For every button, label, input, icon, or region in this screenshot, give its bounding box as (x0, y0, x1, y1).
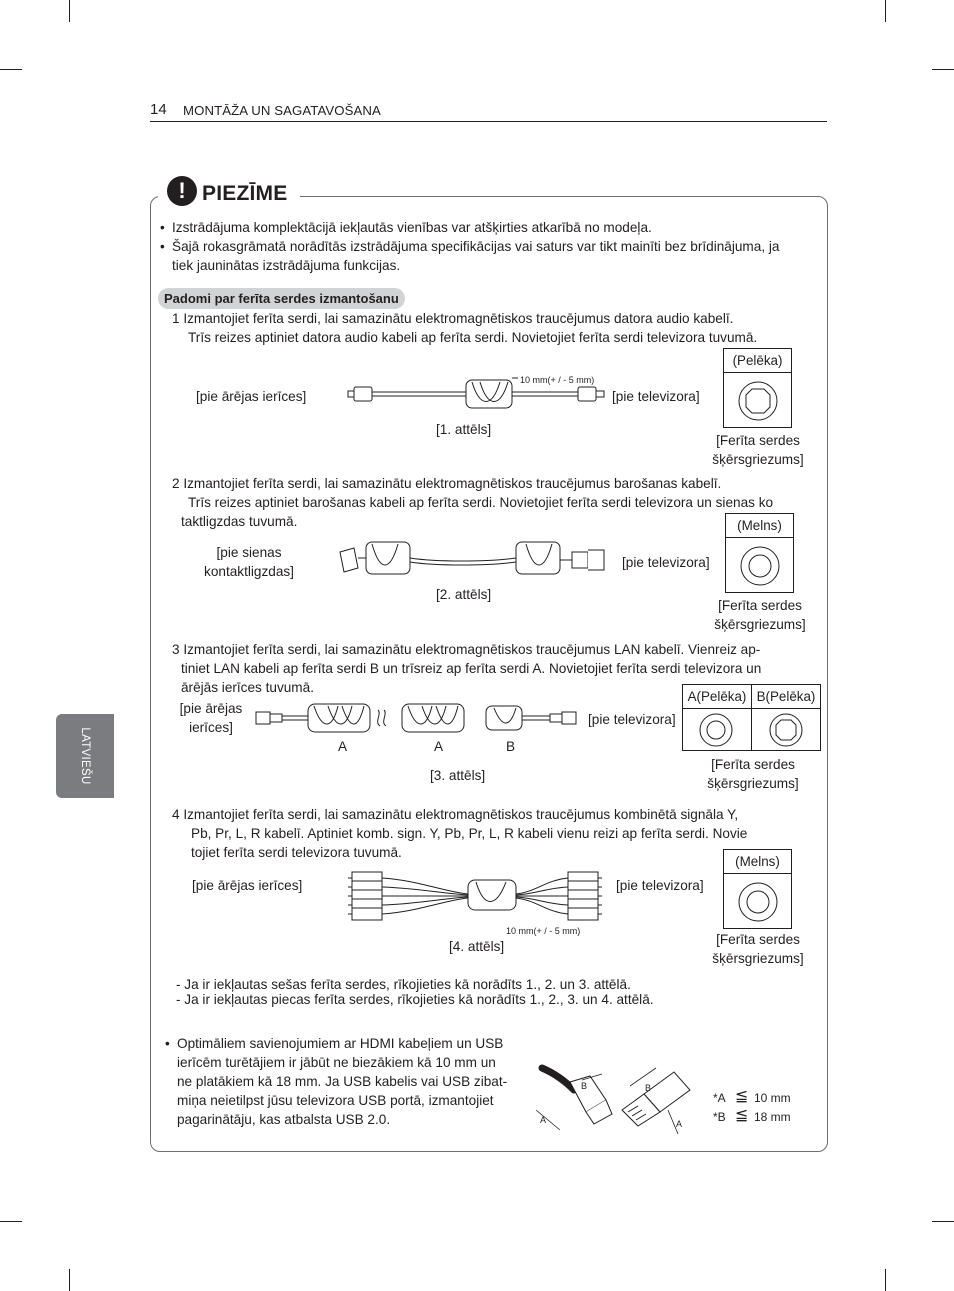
crop-mark (932, 1221, 954, 1222)
usb-dim-b-label: B (645, 1083, 652, 1093)
hdmi-usb-line: pagarinātāju, kas atbalsta USB 2.0. (177, 1112, 391, 1127)
black-core-cross-section-icon (740, 546, 780, 586)
item-3-line: tiniet LAN kabeli ap ferīta serdi B un trīsreiz ap ferīta serdi A. Novietojiet ferīta serdi televizora un (181, 661, 762, 676)
item-1-right-label: [pie televizora] (612, 389, 700, 404)
remark-line: - Ja ir iekļautas piecas ferīta serdes, rīkojieties kā norādīts 1., 2., 3. un 4. attēlā. (176, 992, 654, 1007)
usb-stick-illustration (618, 1064, 694, 1136)
item-3-core-caption: šķērsgriezums] (707, 776, 799, 791)
remark-line: - Ja ir iekļautas sešas ferīta serdes, rīkojieties kā norādīts 1., 2. un 3. attēlā. (176, 977, 631, 992)
crop-mark (69, 1269, 70, 1291)
item-1-measure: 10 mm(+ / - 5 mm) (520, 375, 595, 385)
audio-cable-illustration (340, 374, 610, 414)
item-2-line: 2 Izmantojiet ferīta serdi, lai samazinātu elektromagnētiskos traucējumus barošanas kabelī. (172, 476, 722, 491)
black-core-cross-section-icon (738, 882, 778, 922)
gray-core-a-cross-section-icon (699, 713, 733, 747)
item-3-core-section (682, 684, 821, 751)
limit-a-value: 10 mm (754, 1091, 791, 1105)
item-3-left-label: [pie ārējas (179, 701, 243, 716)
item-3-line: ārējās ierīces tuvumā. (181, 680, 314, 695)
item-2-line: taktligzdas tuvumā. (181, 514, 298, 529)
item-2-line: Trīs reizes aptiniet barošanas kabeli ap ferīta serdi. Novietojiet ferīta serdi televizora un sienas ko (188, 495, 774, 510)
lan-cable-illustration (254, 700, 584, 736)
item-4-core-color: (Melns) (724, 850, 791, 874)
crop-mark (69, 0, 70, 22)
item-3-core-label-a: A (338, 739, 348, 754)
crop-mark (885, 0, 886, 22)
item-4-line: tojiet ferīta serdi televizora tuvumā. (191, 845, 402, 860)
note-bullet: • Izstrādājuma komplektācijā iekļautās vienības var atšķirties atkarībā no modeļa. (172, 218, 652, 237)
item-2-core-color: (Melns) (726, 514, 793, 538)
item-2-core-section (725, 513, 794, 593)
hdmi-usb-line: ne platākiem kā 18 mm. Ja USB kabelis vai USB zibat- (177, 1074, 508, 1089)
note-title: PIEZĪME (202, 182, 288, 205)
hdmi-usb-line: • Optimāliem savienojumiem ar HDMI kabeļiem un USB (177, 1034, 503, 1053)
core-divider (751, 685, 752, 751)
hdmi-dim-b-label: B (581, 1081, 588, 1091)
component-cable-illustration (346, 868, 604, 924)
item-1-line: 1 Izmantojiet ferīta serdi, lai samazinātu elektromagnētiskos traucējumus datora audio kabelī. (172, 311, 734, 326)
hdmi-usb-line: ierīcēm turētājiem ir jābūt ne biezākiem kā 10 mm un (177, 1055, 496, 1070)
item-4-measure: 10 mm(+ / - 5 mm) (506, 926, 581, 936)
item-2-left-label: kontaktligzdas] (204, 564, 294, 579)
less-or-equal-icon: ≦ (735, 1088, 749, 1105)
item-3-core-label-b: B (506, 739, 516, 754)
item-1-core-caption: [Ferīta serdes (716, 433, 800, 448)
exclamation-icon: ! (167, 176, 197, 206)
section-title: MONTĀŽA UN SAGATAVOŠANA (183, 103, 381, 118)
tips-label: Padomi par ferīta serdes izmantošanu (158, 288, 405, 309)
item-4-line: Pb, Pr, L, R kabelī. Aptiniet komb. sign. Y, Pb, Pr, L, R kabeli vienu reizi ap ferīta serdi. Novie (191, 826, 748, 841)
limit-a-label: *A (713, 1091, 726, 1105)
crop-mark (0, 69, 22, 70)
power-cable-illustration (336, 538, 611, 582)
item-4-line: 4 Izmantojiet ferīta serdi, lai samazinātu elektromagnētiskos traucējumus kombinētā signāla Y, (172, 807, 739, 822)
item-3-left-label: ierīces] (189, 720, 233, 735)
item-3-line: 3 Izmantojiet ferīta serdi, lai samazinātu elektromagnētiskos traucējumus LAN kabelī. Vienreiz ap- (172, 642, 761, 657)
hdmi-usb-line: miņa neietilpst jūsu televizora USB portā, izmantojiet (177, 1093, 494, 1108)
item-2-core-caption: šķērsgriezums] (714, 617, 806, 632)
item-4-left-label: [pie ārējas ierīces] (192, 878, 303, 893)
language-tab (56, 714, 114, 798)
gray-core-b-cross-section-icon (769, 713, 803, 747)
note-bullet: • Šajā rokasgrāmatā norādītās izstrādājuma specifikācijas vai saturs var tikt mainīti bez brīdinājuma, ja (172, 237, 779, 256)
crop-mark (0, 1221, 22, 1222)
limit-b-label: *B (713, 1110, 726, 1124)
item-1-figure-label: [1. attēls] (436, 422, 492, 437)
item-1-left-label: [pie ārējas ierīces] (196, 389, 307, 404)
hdmi-connector-illustration (536, 1060, 618, 1136)
item-3-right-label: [pie televizora] (588, 712, 676, 727)
less-or-equal-icon: ≦ (735, 1107, 749, 1124)
crop-mark (932, 69, 954, 70)
item-1-core-color: (Pelēka) (724, 349, 791, 373)
item-2-left-label: [pie sienas (216, 545, 282, 560)
header-rule (150, 121, 827, 122)
limit-b-value: 18 mm (754, 1110, 791, 1124)
item-3-core-color-a: A(Pelēka) (683, 685, 752, 709)
item-4-core-caption: šķērsgriezums] (712, 951, 804, 966)
language-tab-label: LATVIEŠU (79, 727, 91, 785)
item-2-core-caption: [Ferīta serdes (718, 598, 802, 613)
item-4-figure-label: [4. attēls] (449, 939, 505, 954)
item-4-core-section (723, 849, 792, 929)
item-2-figure-label: [2. attēls] (436, 587, 492, 602)
item-3-core-color-b: B(Pelēka) (752, 685, 820, 709)
item-1-core-section (723, 348, 792, 428)
item-4-right-label: [pie televizora] (616, 878, 704, 893)
note-bullet-continuation: tiek jauninātas izstrādājuma funkcijas. (172, 258, 401, 273)
item-3-core-label-a: A (434, 739, 444, 754)
usb-dim-a-label: A (676, 1119, 683, 1129)
item-3-core-caption: [Ferīta serdes (711, 757, 795, 772)
hdmi-dim-a-label: A (540, 1115, 547, 1125)
item-4-core-caption: [Ferīta serdes (716, 932, 800, 947)
gray-core-cross-section-icon (738, 381, 778, 421)
item-2-right-label: [pie televizora] (622, 555, 710, 570)
crop-mark (885, 1269, 886, 1291)
item-1-core-caption: šķērsgriezums] (712, 452, 804, 467)
page-number: 14 (150, 101, 167, 118)
item-1-line: Trīs reizes aptiniet datora audio kabeli ap ferīta serdi. Novietojiet ferīta serdi televizora tuvumā. (188, 330, 758, 345)
item-3-figure-label: [3. attēls] (430, 768, 486, 783)
